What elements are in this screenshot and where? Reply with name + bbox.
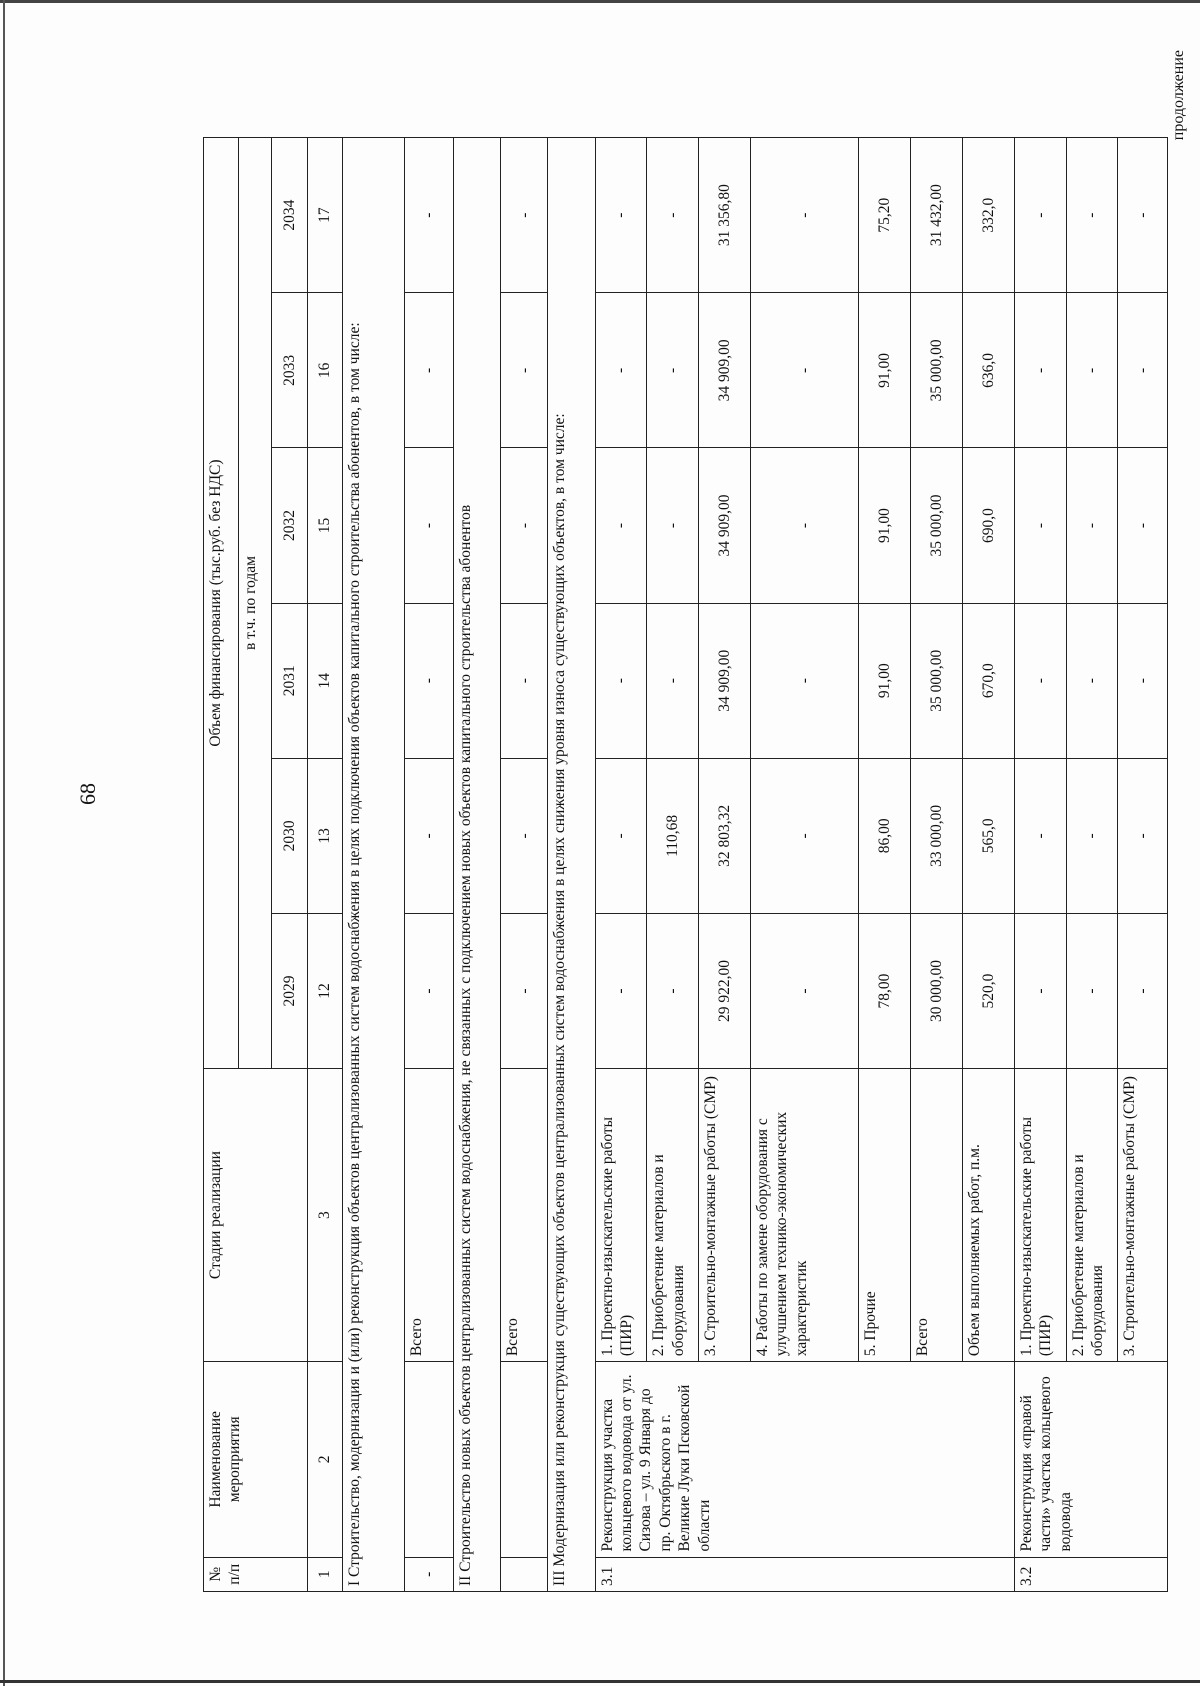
section-3-title: III Модернизация или реконструкция существующих объектов централизованных систем водоснабжения в целях снижения уровня износа существующих объектов, в том числе: bbox=[548, 138, 595, 1592]
value-cell: - bbox=[1015, 293, 1067, 448]
page-number: 68 bbox=[75, 783, 100, 805]
stage-cell: 1. Проектно-изыскательские работы (ПИР) bbox=[595, 1069, 647, 1362]
header-row-1 bbox=[204, 138, 239, 1592]
value-cell: - bbox=[1015, 758, 1067, 913]
value-cell: - bbox=[1015, 913, 1067, 1068]
stage-cell: Объем выполняемых работ, п.м. bbox=[963, 1069, 1015, 1362]
item-3-1-row bbox=[595, 138, 647, 1592]
value-cell: 91,00 bbox=[859, 603, 911, 758]
section-1-total-row bbox=[404, 138, 454, 1592]
stage-cell: 3. Строительно-монтажные работы (СМР) bbox=[1118, 1069, 1168, 1362]
header-stage: Стадии реализации bbox=[204, 1069, 308, 1362]
value-cell: 35 000,00 bbox=[911, 293, 963, 448]
value-cell: - bbox=[595, 448, 647, 603]
value-cell: 34 909,00 bbox=[698, 293, 750, 448]
row-name-empty bbox=[404, 1362, 454, 1557]
value-cell: 30 000,00 bbox=[911, 913, 963, 1068]
section-2-title: II Строительство новых объектов централизованных систем водоснабжения, не связанных с подключением новых объектов капитального строительства абонентов bbox=[454, 138, 501, 1592]
value-cell: - bbox=[595, 758, 647, 913]
scan-edge-bottom bbox=[0, 1680, 1200, 1683]
value-cell: - bbox=[501, 138, 548, 293]
value-cell: - bbox=[1066, 913, 1118, 1068]
header-by-years: в т.ч. по годам bbox=[239, 138, 272, 1069]
value-cell: - bbox=[1066, 603, 1118, 758]
year-cell: 2032 bbox=[272, 448, 307, 603]
value-cell: 91,00 bbox=[859, 293, 911, 448]
index-cell: 13 bbox=[307, 758, 342, 913]
value-cell: 33 000,00 bbox=[911, 758, 963, 913]
item-3-2-row bbox=[1015, 138, 1067, 1592]
value-cell: - bbox=[404, 448, 454, 603]
stage-cell: 2. Приобретение материалов и оборудования bbox=[1066, 1069, 1118, 1362]
value-cell: - bbox=[1118, 293, 1168, 448]
year-cell: 2030 bbox=[272, 758, 307, 913]
value-cell: - bbox=[750, 138, 859, 293]
value-cell: 29 922,00 bbox=[698, 913, 750, 1068]
item-3-1-num: 3.1 bbox=[595, 1557, 1014, 1591]
value-cell: 32 803,32 bbox=[698, 758, 750, 913]
header-num: № п/п bbox=[204, 1557, 308, 1591]
value-cell: 110,68 bbox=[647, 758, 699, 913]
value-cell: - bbox=[647, 138, 699, 293]
value-cell: - bbox=[1066, 758, 1118, 913]
value-cell: - bbox=[647, 448, 699, 603]
row-stage: Всего bbox=[501, 1069, 548, 1362]
index-cell: 15 bbox=[307, 448, 342, 603]
value-cell: - bbox=[595, 913, 647, 1068]
value-cell: - bbox=[1118, 138, 1168, 293]
value-cell: 34 909,00 bbox=[698, 603, 750, 758]
value-cell: - bbox=[750, 448, 859, 603]
value-cell: 31 432,00 bbox=[911, 138, 963, 293]
section-1-row bbox=[343, 138, 404, 1592]
stage-cell: Всего bbox=[911, 1069, 963, 1362]
index-cell: 1 bbox=[307, 1557, 342, 1591]
value-cell: - bbox=[501, 758, 548, 913]
value-cell: - bbox=[750, 603, 859, 758]
value-cell: - bbox=[1015, 448, 1067, 603]
value-cell: - bbox=[1118, 603, 1168, 758]
stage-cell: 1. Проектно-изыскательские работы (ПИР) bbox=[1015, 1069, 1067, 1362]
row-num-empty bbox=[501, 1557, 548, 1591]
value-cell: 332,0 bbox=[963, 138, 1015, 293]
value-cell: - bbox=[1066, 448, 1118, 603]
value-cell: - bbox=[501, 448, 548, 603]
value-cell: - bbox=[501, 913, 548, 1068]
section-1-title: I Строительство, модернизация и (или) реконструкция объектов централизованных систем водоснабжения в целях подключения объектов капитального строительства абонентов, в том числе: bbox=[343, 138, 404, 1592]
rotated-table-container bbox=[203, 137, 1168, 1592]
value-cell: - bbox=[647, 913, 699, 1068]
value-cell: - bbox=[1066, 293, 1118, 448]
index-cell: 17 bbox=[307, 138, 342, 293]
value-cell: 565,0 bbox=[963, 758, 1015, 913]
value-cell: - bbox=[595, 293, 647, 448]
value-cell: - bbox=[404, 603, 454, 758]
value-cell: - bbox=[750, 913, 859, 1068]
value-cell: - bbox=[404, 758, 454, 913]
item-3-2-num: 3.2 bbox=[1015, 1557, 1168, 1591]
value-cell: - bbox=[750, 758, 859, 913]
value-cell: - bbox=[750, 293, 859, 448]
value-cell: 520,0 bbox=[963, 913, 1015, 1068]
header-finance: Объем финансирования (тыс.руб. без НДС) bbox=[204, 138, 239, 1069]
value-cell: - bbox=[647, 603, 699, 758]
value-cell: - bbox=[1015, 138, 1067, 293]
value-cell: - bbox=[1118, 913, 1168, 1068]
continuation-label: продолжение bbox=[1170, 50, 1187, 141]
value-cell: 78,00 bbox=[859, 913, 911, 1068]
value-cell: 690,0 bbox=[963, 448, 1015, 603]
value-cell: - bbox=[1015, 603, 1067, 758]
value-cell: - bbox=[404, 913, 454, 1068]
index-row bbox=[307, 138, 342, 1592]
value-cell: - bbox=[595, 138, 647, 293]
value-cell: - bbox=[501, 603, 548, 758]
value-cell: 35 000,00 bbox=[911, 603, 963, 758]
index-cell: 12 bbox=[307, 913, 342, 1068]
financing-table bbox=[203, 137, 1168, 1592]
scan-edge-top bbox=[0, 0, 1200, 3]
value-cell: - bbox=[404, 293, 454, 448]
stage-cell: 3. Строительно-монтажные работы (СМР) bbox=[698, 1069, 750, 1362]
value-cell: 34 909,00 bbox=[698, 448, 750, 603]
year-cell: 2033 bbox=[272, 293, 307, 448]
index-cell: 16 bbox=[307, 293, 342, 448]
item-3-1-name: Реконструкция участка кольцевого водовода от ул. Сизова – ул. 9 Января до пр. Октябрьского в г. Великие Луки Псковской области bbox=[595, 1362, 1014, 1557]
year-cell: 2029 bbox=[272, 913, 307, 1068]
scan-edge-left bbox=[3, 0, 5, 1686]
year-cell: 2031 bbox=[272, 603, 307, 758]
value-cell: 636,0 bbox=[963, 293, 1015, 448]
header-name: Наименование мероприятия bbox=[204, 1362, 308, 1557]
row-stage: Всего bbox=[404, 1069, 454, 1362]
value-cell: - bbox=[647, 293, 699, 448]
index-cell: 14 bbox=[307, 603, 342, 758]
value-cell: - bbox=[1066, 138, 1118, 293]
row-num: - bbox=[404, 1557, 454, 1591]
value-cell: 75,20 bbox=[859, 138, 911, 293]
section-2-total-row bbox=[501, 138, 548, 1592]
value-cell: 31 356,80 bbox=[698, 138, 750, 293]
value-cell: - bbox=[1118, 448, 1168, 603]
value-cell: 91,00 bbox=[859, 448, 911, 603]
value-cell: 35 000,00 bbox=[911, 448, 963, 603]
value-cell: 86,00 bbox=[859, 758, 911, 913]
value-cell: - bbox=[404, 138, 454, 293]
value-cell: - bbox=[595, 603, 647, 758]
year-cell: 2034 bbox=[272, 138, 307, 293]
section-3-row bbox=[548, 138, 595, 1592]
index-cell: 3 bbox=[307, 1069, 342, 1362]
value-cell: - bbox=[1118, 758, 1168, 913]
value-cell: - bbox=[501, 293, 548, 448]
stage-cell: 5. Прочие bbox=[859, 1069, 911, 1362]
item-3-2-name: Реконструкция «правой части» участка кольцевого водовода bbox=[1015, 1362, 1168, 1557]
value-cell: 670,0 bbox=[963, 603, 1015, 758]
index-cell: 2 bbox=[307, 1362, 342, 1557]
section-2-row bbox=[454, 138, 501, 1592]
stage-cell: 4. Работы по замене оборудования с улучшением технико-экономических характеристик bbox=[750, 1069, 859, 1362]
stage-cell: 2. Приобретение материалов и оборудования bbox=[647, 1069, 699, 1362]
row-name-empty bbox=[501, 1362, 548, 1557]
